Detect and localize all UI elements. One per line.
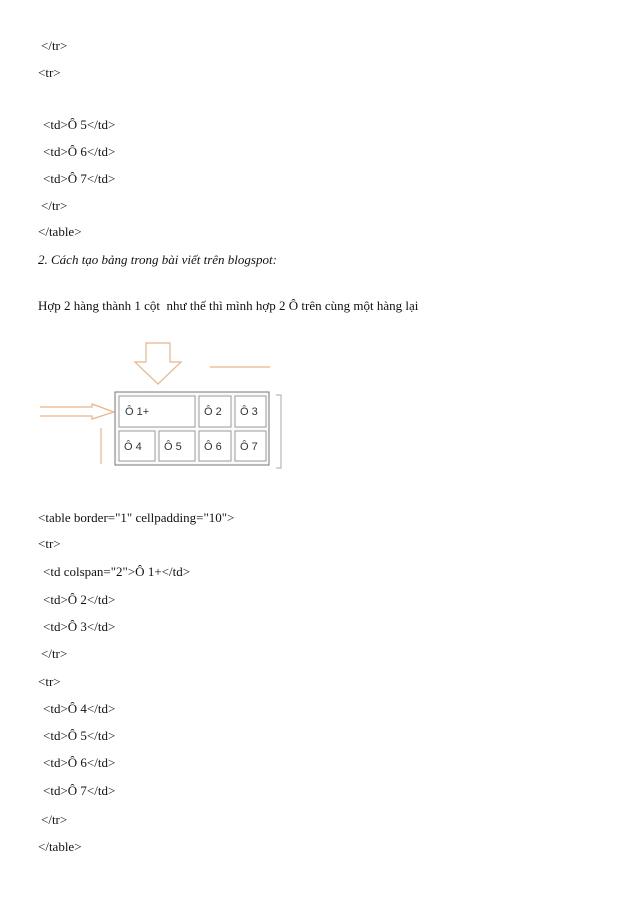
- code-line: </tr>: [41, 38, 68, 53]
- figure-cell: Ô 1+: [125, 406, 150, 418]
- table-merge-figure: [38, 340, 288, 475]
- code-line: </tr>: [41, 198, 68, 213]
- right-arrow-icon: [40, 404, 114, 419]
- code-line: <tr>: [38, 536, 61, 551]
- code-line: <tr>: [38, 65, 61, 80]
- code-line: <td>Ô 4</td>: [43, 701, 116, 716]
- code-line: </table>: [38, 839, 82, 854]
- figure-cell: Ô 5: [164, 441, 182, 453]
- code-line: <td colspan="2">Ô 1+</td>: [43, 564, 191, 579]
- figure-cell: Ô 7: [240, 441, 258, 453]
- code-line: <td>Ô 6</td>: [43, 144, 116, 159]
- code-line: </tr>: [41, 812, 68, 827]
- code-line: <td>Ô 6</td>: [43, 755, 116, 770]
- code-line: <table border="1" cellpadding="10">: [38, 510, 235, 525]
- code-line: <td>Ô 5</td>: [43, 728, 116, 743]
- down-arrow-icon: [135, 343, 181, 384]
- figure-cell: Ô 2: [204, 406, 222, 418]
- figure-cell: Ô 3: [240, 406, 258, 418]
- code-line: <td>Ô 2</td>: [43, 592, 116, 607]
- code-line: <tr>: [38, 674, 61, 689]
- bracket-line: [276, 395, 281, 468]
- code-line: <td>Ô 3</td>: [43, 619, 116, 634]
- description-text: Hợp 2 hàng thành 1 cột như thế thì mình hợp 2 Ô trên cùng một hàng lại: [38, 298, 419, 313]
- code-line: </tr>: [41, 646, 68, 661]
- section-heading: 2. Cách tạo bảng trong bài viết trên blogspot:: [38, 252, 277, 267]
- code-line: <td>Ô 5</td>: [43, 117, 116, 132]
- code-line: <td>Ô 7</td>: [43, 171, 116, 186]
- code-line: <td>Ô 7</td>: [43, 783, 116, 798]
- figure-cell: Ô 4: [124, 441, 142, 453]
- figure-cell: Ô 6: [204, 441, 222, 453]
- code-line: </table>: [38, 224, 82, 239]
